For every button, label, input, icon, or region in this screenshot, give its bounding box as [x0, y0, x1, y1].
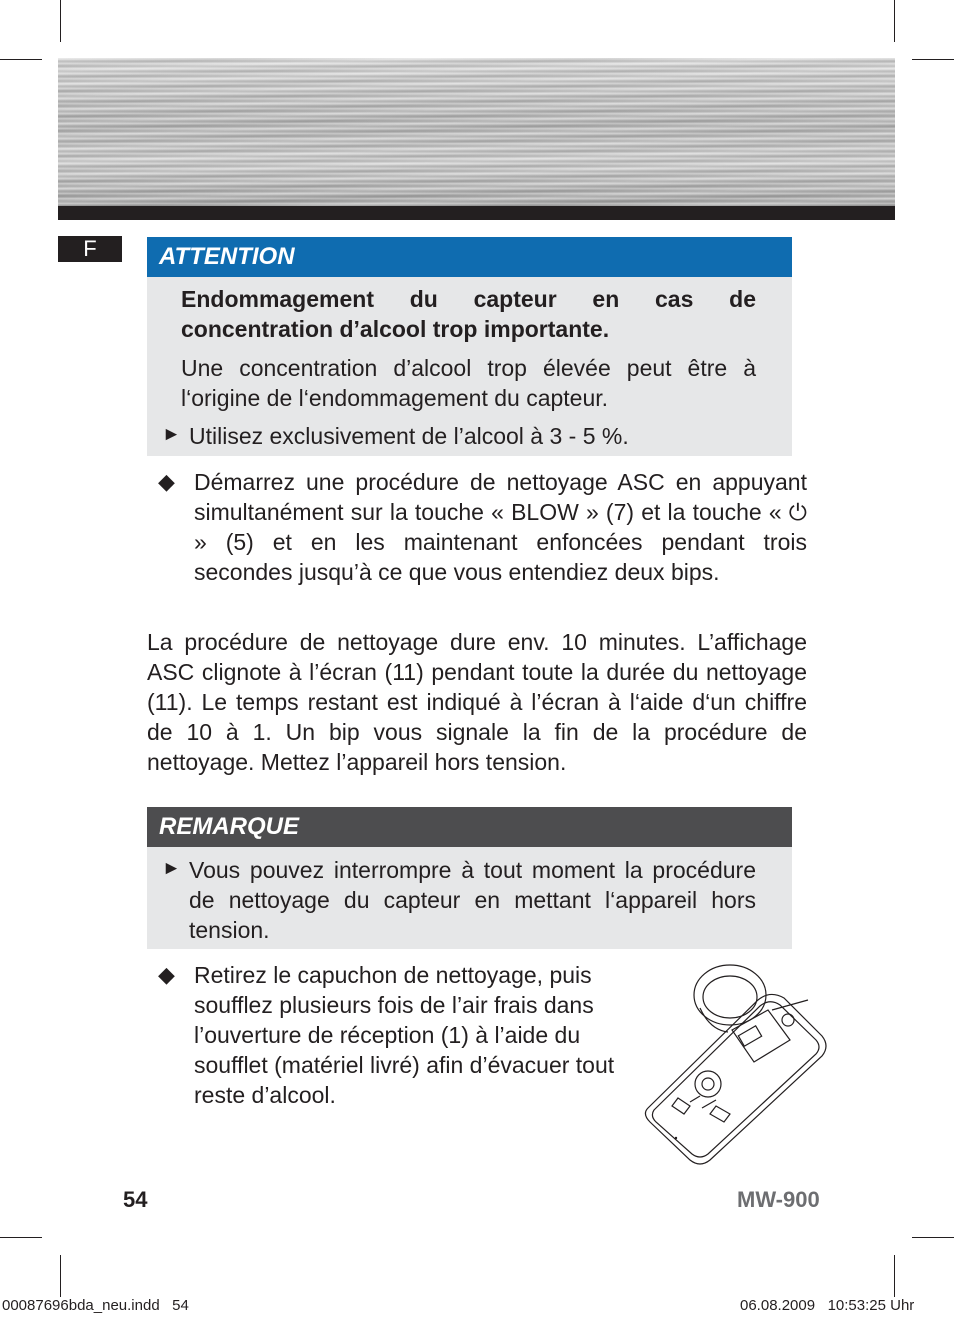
crop-mark: [60, 0, 61, 42]
crop-mark: [894, 1255, 895, 1297]
crop-mark: [894, 0, 895, 42]
remarque-text: Vous pouvez interrompre à tout moment la procédure de nettoyage du capteur en mettant l‘appareil hors tension.: [189, 857, 756, 943]
arrow-bullet: ►: [162, 858, 181, 879]
slug-date: 06.08.2009 10:53:25 Uhr: [740, 1297, 915, 1314]
cleaning-paragraph: La procédure de nettoyage dure env. 10 minutes. L’affichage ASC clignote à l’écran (11) pendant toute la durée du nettoyage (11). Le temps restant est indiqué à l’écran à l‘aide d‘un chiffre de 10 à 1. Un bip vous signale la fin de la procédure de nettoyage. Mettez l’appareil hors tension.: [147, 629, 807, 775]
page-number: 54: [123, 1187, 148, 1212]
model-name: MW-900: [737, 1187, 820, 1212]
crop-mark: [912, 1237, 954, 1238]
attention-action: Utilisez exclusivement de l’alcool à 3 - 5 %.: [189, 423, 629, 449]
attention-title: ATTENTION: [147, 237, 792, 277]
crop-mark: [912, 59, 954, 60]
attention-text: Une concentration d’alcool trop élevée peut être à l‘origine de l‘endommagement du capteur.: [181, 355, 756, 411]
remarque-title: REMARQUE: [147, 807, 792, 847]
header-bar: [58, 206, 895, 220]
crop-mark: [0, 59, 42, 60]
header-banner: [58, 58, 895, 206]
crop-mark: [0, 1237, 42, 1238]
language-tab: F: [58, 236, 122, 262]
step-blow-fresh-air: Retirez le capuchon de nettoyage, puis soufflez plusieurs fois de l’air frais dans l’ouverture de réception (1) à l’aide du soufflet (matériel livré) afin d’évacuer tout reste d’alcool.: [194, 962, 615, 1108]
diamond-bullet: ◆: [158, 962, 175, 987]
slug-file: 00087696bda_neu.indd 54: [2, 1297, 189, 1314]
step-start-cleaning: Démarrez une procédure de nettoyage ASC en appuyant simultanément sur la touche « BLOW » (7) et la touche « ⏻ » (5) et en les maintenant enfoncées pendant trois secondes jusqu’à ce que vous entendiez deux bips.: [194, 469, 807, 585]
arrow-bullet: ►: [162, 424, 181, 445]
crop-mark: [60, 1255, 61, 1297]
diamond-bullet: ◆: [158, 469, 175, 494]
attention-heading: Endommagement du capteur en cas de concentration d’alcool trop importante.: [181, 286, 756, 342]
breathalyzer-illustration: [640, 960, 830, 1168]
